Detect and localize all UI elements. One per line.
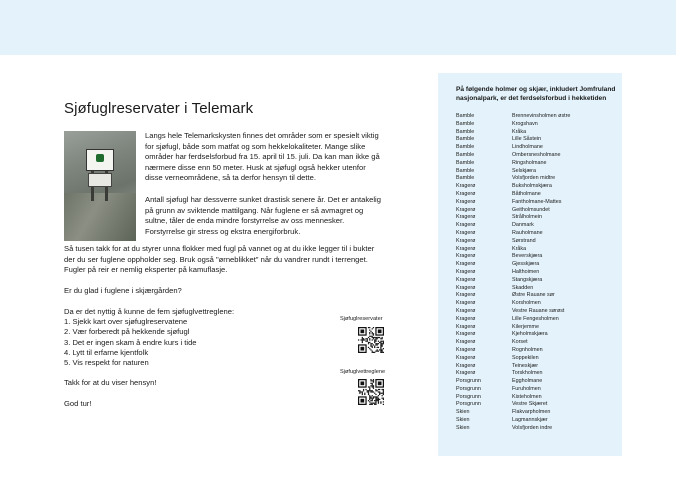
page-title: Sjøfuglreservater i Telemark	[64, 100, 254, 117]
area-row	[456, 253, 616, 261]
area-row	[456, 191, 616, 199]
area-row	[456, 331, 616, 339]
municipality-cell: Kragerø	[456, 198, 476, 205]
location-cell: Stangskjæra	[512, 276, 543, 283]
location-cell: Eggholmane	[512, 378, 543, 385]
municipality-cell: Porsgrunn	[456, 401, 481, 408]
help-paragraph: Så tusen takk for at du styrer unna flokker med fugl på vannet og at du ikke legger til i bukter der du ser fuglene oppholder seg. Bruk også "ørneblikket" når du vandrer rundt i terrenget. Fugler på reir er nemlig eksperter på kamuflasje.	[64, 244, 375, 275]
municipality-cell: Porsgrunn	[456, 378, 481, 385]
municipality-cell: Bamble	[456, 151, 475, 158]
location-cell: Soppekilen	[512, 354, 539, 361]
municipality-cell: Kragerø	[456, 354, 476, 361]
location-cell: Vestre Skjæret	[512, 401, 548, 408]
question-paragraph: Er du glad i fuglene i skjærgården?	[64, 286, 182, 295]
area-row	[456, 378, 616, 386]
location-cell: Furuholmen	[512, 385, 541, 392]
municipality-cell: Kragerø	[456, 261, 476, 268]
area-row	[456, 136, 616, 144]
area-row	[456, 183, 616, 191]
location-cell: Rognholmen	[512, 346, 543, 353]
location-cell: Volsfjorden midtre	[512, 175, 556, 182]
intro-paragraph: Langs hele Telemarkskysten finnes det områder som er spesielt viktig for sjøfugl, både som matfat og som hekkelokaliteter. Mange slike områder har ferdselsforbud fra 15. april til 15. juli. Da kan man ikke gå nærmere disse enn 50 meter. Husk at sjøfugl også hekker utenfor disse verneområdene, så ta derfor hensyn til dette.	[145, 131, 380, 183]
thanks-text: Takk for at du viser hensyn!	[64, 378, 157, 387]
municipality-cell: Kragerø	[456, 214, 476, 221]
area-row	[456, 355, 616, 363]
location-cell: Kråka	[512, 128, 527, 135]
area-row	[456, 277, 616, 285]
municipality-cell: Kragerø	[456, 245, 476, 252]
rules-list	[64, 307, 324, 368]
municipality-cell: Bamble	[456, 175, 475, 182]
area-row	[456, 199, 616, 207]
location-cell: Selskjæra	[512, 167, 536, 174]
municipality-cell: Kragerø	[456, 284, 476, 291]
location-cell: Kjeholmskjæra	[512, 331, 548, 338]
panel-heading: På følgende holmer og skjær, inkludert Jomfruland nasjonalpark, er det ferdselsforbud i hekketiden	[456, 86, 616, 103]
location-cell: Kråka	[512, 245, 527, 252]
location-cell: Teineskjær	[512, 362, 539, 369]
location-cell: Korsholmen	[512, 300, 541, 307]
municipality-cell: Kragerø	[456, 300, 476, 307]
area-row	[456, 113, 616, 121]
area-row	[456, 175, 616, 183]
municipality-cell: Bamble	[456, 120, 475, 127]
area-row	[456, 401, 616, 409]
area-row	[456, 144, 616, 152]
area-row	[456, 168, 616, 176]
municipality-cell: Bamble	[456, 128, 475, 135]
location-cell: Vestre Rauane sørøst	[512, 307, 565, 314]
area-row	[456, 269, 616, 277]
area-row	[456, 370, 616, 378]
qr-code-rules-icon[interactable]	[358, 379, 384, 405]
municipality-cell: Kragerø	[456, 315, 476, 322]
location-cell: Halthoimen	[512, 268, 540, 275]
area-row	[456, 285, 616, 293]
municipality-cell: Kragerø	[456, 237, 476, 244]
decline-paragraph: Antall sjøfugl har dessverre sunket drastisk senere år. Det er antakelig på grunn av sviktende mattilgang. Når fuglene er så avmagret og sultne, tåler de enda mindre forstyrrelse av oss mennesker. Forstyrrelse gir stress og ekstra energiforbruk.	[145, 195, 381, 236]
area-row	[456, 222, 616, 230]
municipality-cell: Kragerø	[456, 222, 476, 229]
location-cell: Kilerjemme	[512, 323, 539, 330]
restricted-areas-panel	[438, 73, 622, 456]
location-cell: Ringsholmane	[512, 159, 547, 166]
municipality-cell: Bamble	[456, 144, 475, 151]
area-row	[456, 308, 616, 316]
location-cell: Strålholmein	[512, 214, 542, 221]
rule-item: 3. Det er ingen skam å endre kurs i tide	[64, 337, 197, 347]
area-row	[456, 292, 616, 300]
area-row	[456, 363, 616, 371]
area-row	[456, 316, 616, 324]
area-row	[456, 324, 616, 332]
area-row	[456, 300, 616, 308]
municipality-cell: Bamble	[456, 167, 475, 174]
area-row	[456, 347, 616, 355]
rule-item: 5. Vis respekt for naturen	[64, 358, 149, 368]
location-cell: Ombersnesholmane	[512, 151, 561, 158]
municipality-cell: Kragerø	[456, 331, 476, 338]
rule-item: 2. Vær forberedt på hekkende sjøfugl	[64, 327, 190, 337]
location-cell: Danmark	[512, 222, 534, 229]
qr-code-reserves-icon[interactable]	[358, 327, 384, 353]
area-row	[456, 417, 616, 425]
location-cell: Brennevinsholmen østre	[512, 113, 571, 119]
location-cell: Geitholmsundet	[512, 206, 550, 213]
location-cell: Korset	[512, 339, 528, 346]
area-row	[456, 160, 616, 168]
area-row	[456, 152, 616, 160]
area-row	[456, 425, 616, 433]
area-row	[456, 214, 616, 222]
location-cell: Båtholmane	[512, 190, 541, 197]
location-cell: Lindholmane	[512, 144, 543, 151]
municipality-cell: Skien	[456, 417, 470, 424]
location-cell: Fantholmane-Mattes	[512, 198, 562, 205]
area-row	[456, 339, 616, 347]
location-cell: Flakvarpholmen	[512, 409, 551, 416]
area-row	[456, 246, 616, 254]
location-cell: Gjesskjæra	[512, 261, 540, 268]
municipality-cell: Kragerø	[456, 323, 476, 330]
municipality-cell: Bamble	[456, 136, 475, 143]
good-trip-text: God tur!	[64, 399, 92, 408]
restricted-areas-list	[456, 113, 616, 433]
location-cell: Beverskjæra	[512, 253, 543, 260]
location-cell: Krogshavn	[512, 120, 538, 127]
municipality-cell: Kragerø	[456, 268, 476, 275]
municipality-cell: Kragerø	[456, 370, 476, 377]
municipality-cell: Kragerø	[456, 206, 476, 213]
location-cell: Skadden	[512, 284, 534, 291]
municipality-cell: Kragerø	[456, 339, 476, 346]
rules-intro: Da er det nyttig å kunne de fem sjøfuglvettreglene:	[64, 307, 235, 316]
municipality-cell: Kragerø	[456, 190, 476, 197]
municipality-cell: Kragerø	[456, 183, 476, 190]
area-row	[456, 230, 616, 238]
municipality-cell: Kragerø	[456, 276, 476, 283]
qr-label-reserves: Sjøfuglreservater	[340, 316, 383, 322]
municipality-cell: Kragerø	[456, 362, 476, 369]
location-cell: Lagmannskjær	[512, 417, 548, 424]
top-banner	[0, 0, 676, 55]
reserve-sign-photo	[64, 131, 136, 241]
municipality-cell: Bamble	[456, 113, 475, 119]
location-cell: Kisteholmen	[512, 393, 542, 400]
location-cell: Østre Rauane sør	[512, 292, 555, 299]
area-row	[456, 121, 616, 129]
location-cell: Torskholmen	[512, 370, 543, 377]
location-cell: Volsfjorden indre	[512, 424, 553, 431]
municipality-cell: Bamble	[456, 159, 475, 166]
area-row	[456, 386, 616, 394]
location-cell: Lille Såstein	[512, 136, 542, 143]
municipality-cell: Skien	[456, 424, 470, 431]
location-cell: Sørstrand	[512, 237, 536, 244]
qr-label-rules: Sjøfuglvettreglene	[340, 369, 386, 375]
rule-item: 1. Sjekk kart over sjøfuglreservatene	[64, 317, 188, 327]
area-row	[456, 238, 616, 246]
location-cell: Buksholmskjæra	[512, 183, 552, 190]
municipality-cell: Kragerø	[456, 253, 476, 260]
area-row	[456, 409, 616, 417]
rule-item: 4. Lytt til erfarne kjentfolk	[64, 347, 149, 357]
municipality-cell: Porsgrunn	[456, 393, 481, 400]
municipality-cell: Porsgrunn	[456, 385, 481, 392]
municipality-cell: Kragerø	[456, 307, 476, 314]
area-row	[456, 261, 616, 269]
location-cell: Rauholmane	[512, 229, 543, 236]
municipality-cell: Skien	[456, 409, 470, 416]
area-row	[456, 394, 616, 402]
municipality-cell: Kragerø	[456, 229, 476, 236]
location-cell: Lille Fengesholmen	[512, 315, 559, 322]
municipality-cell: Kragerø	[456, 292, 476, 299]
municipality-cell: Kragerø	[456, 346, 476, 353]
